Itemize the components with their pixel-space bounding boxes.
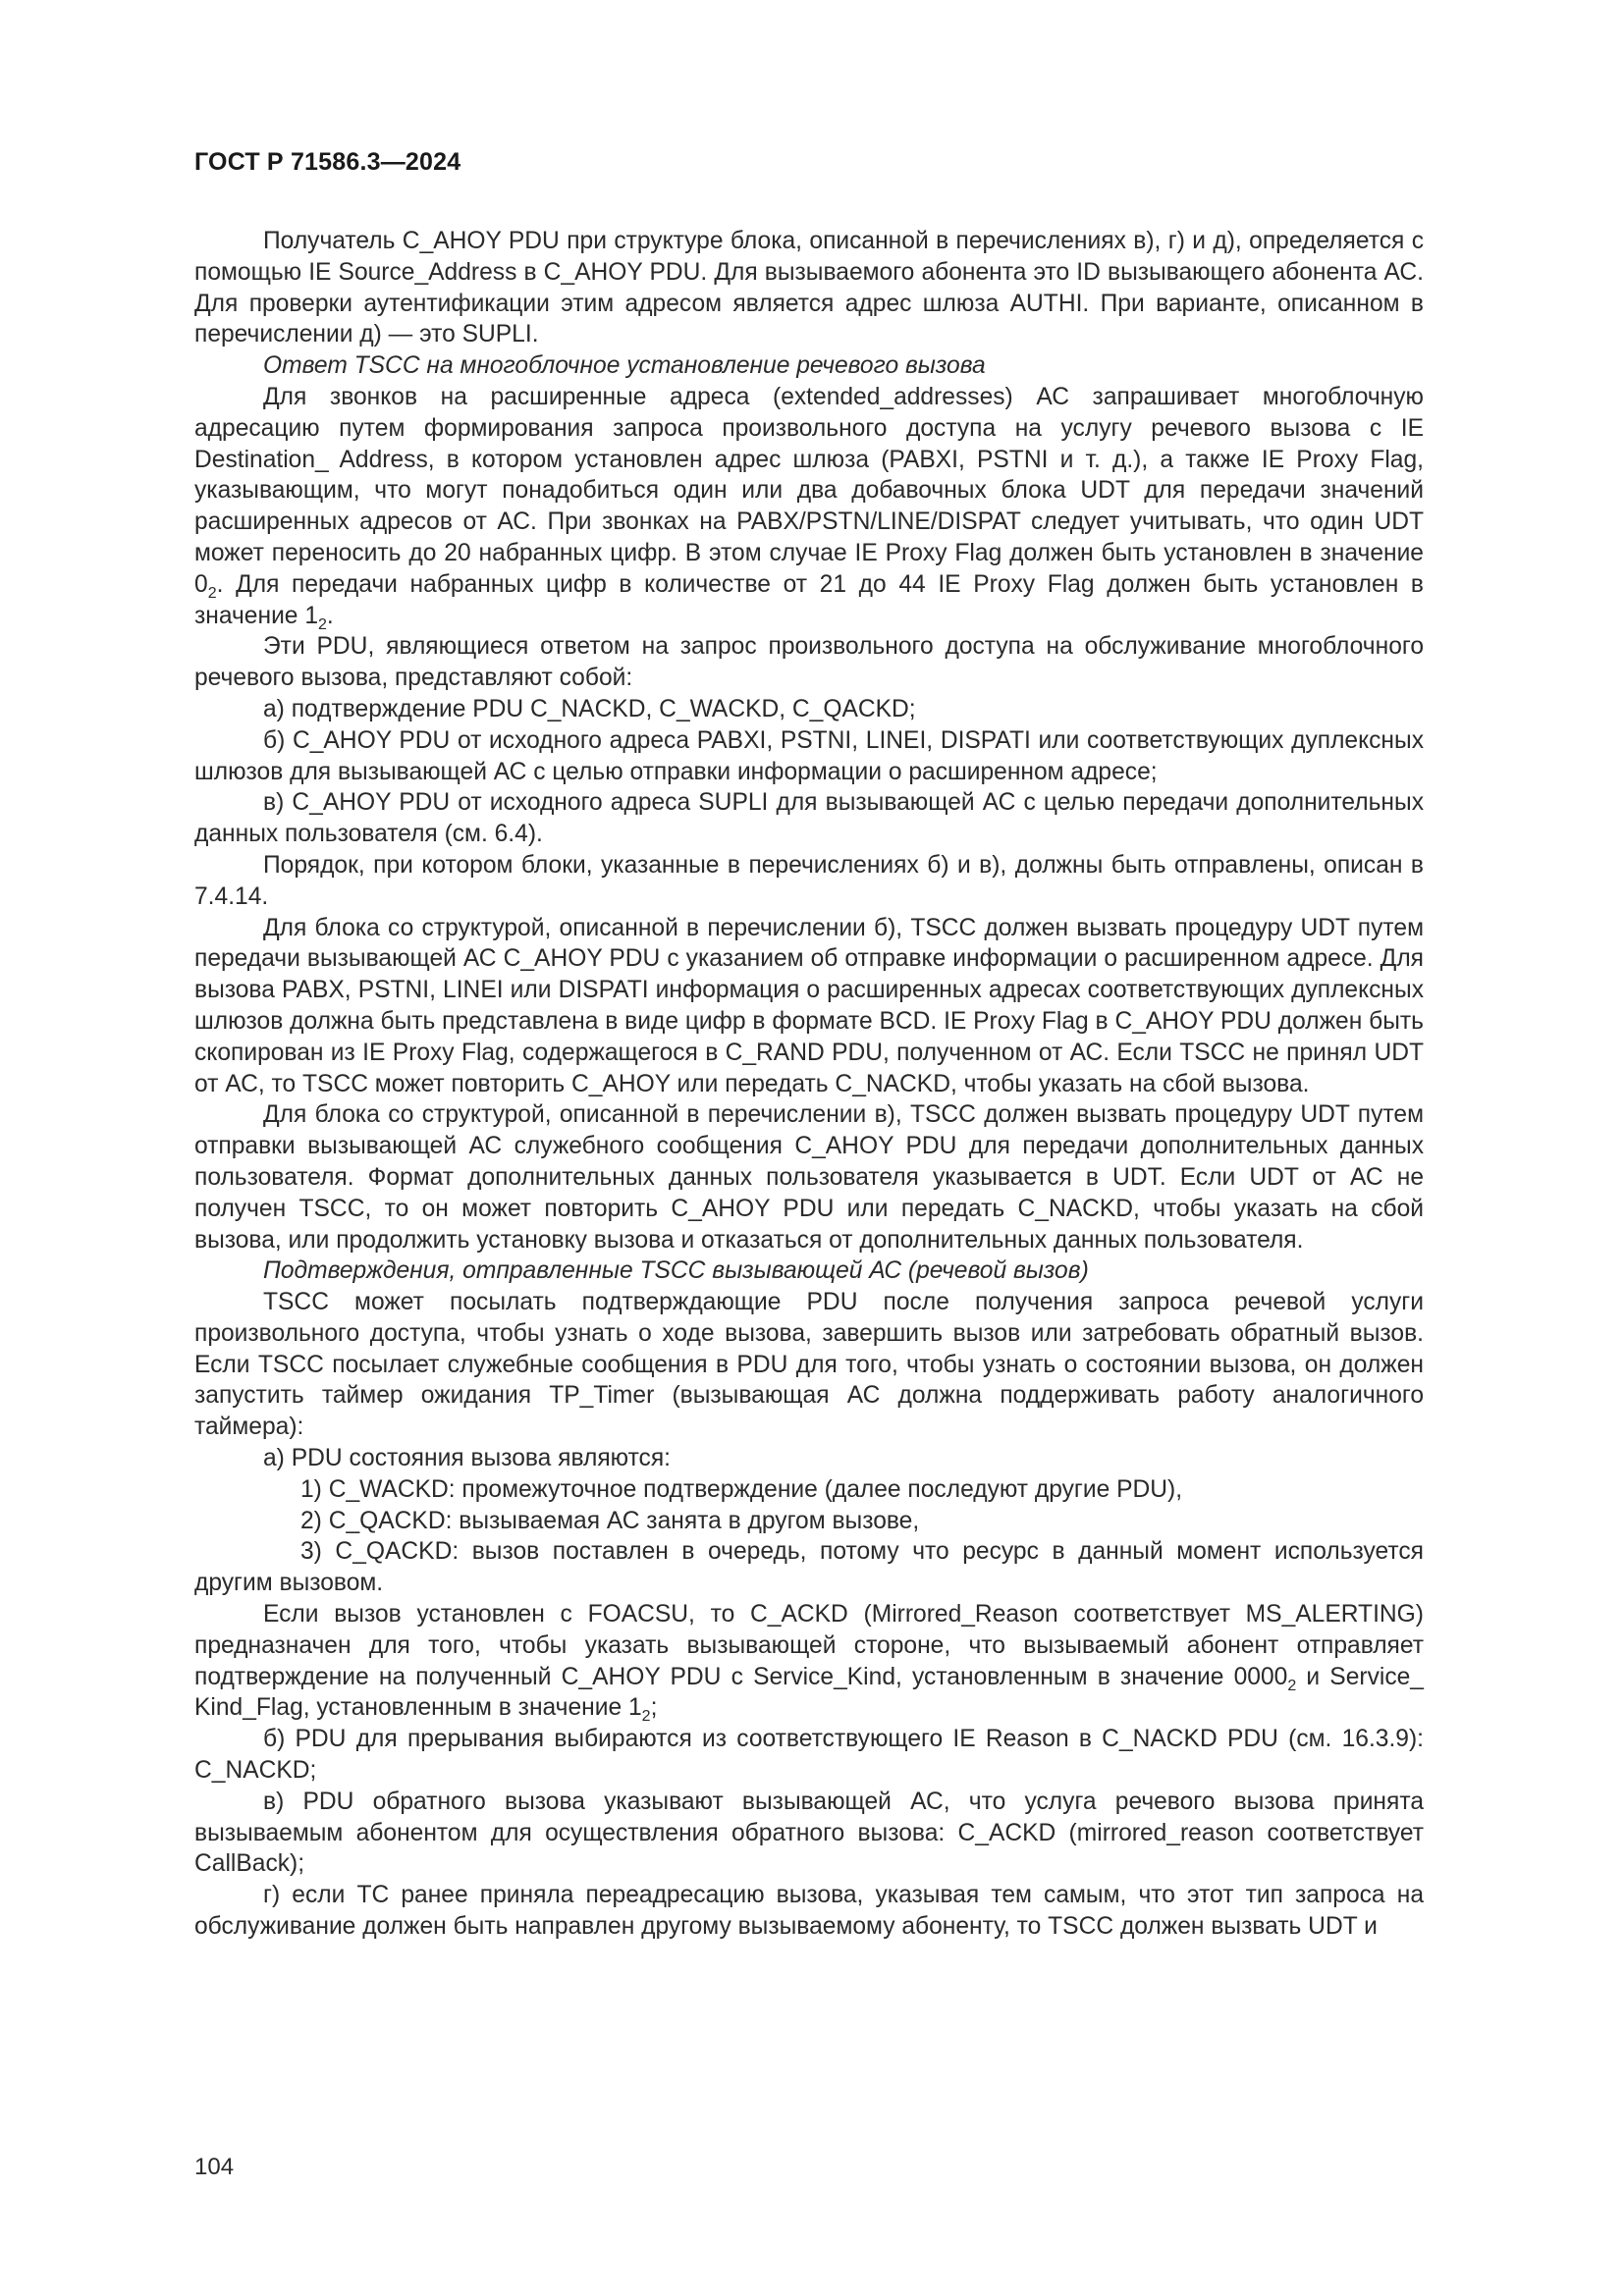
- paragraph: Порядок, при котором блоки, указанные в перечислениях б) и в), должны быть отправлены, описан в 7.4.14.: [194, 851, 1424, 910]
- paragraph: Для звонков на расширенные адреса (extended_addresses) АС запрашивает многоблочную адресацию путем формирования запроса произвольного доступа на услугу речевого вызова с IE Destination_ Address, в котором установлен адрес шлюза (PABXI, PSTNI и т. д.), а также IE Proxy Flag, указывающим, что могут понадобиться один или два добавочных блока UDT для передачи значений расширенных адресов от АС. При звонках на PABX/PSTN/LINE/DISPAT следует учитывать, что один UDT может переносить до 20 набранных цифр. В этом случае IE Proxy Flag должен быть установлен в значение $0_2$. Для передачи набранных цифр в количестве от 21 до 44 IE Proxy Flag должен быть установлен в значение $1_2$.: [194, 383, 1424, 633]
- list-item: в) C_AHOY PDU от исходного адреса SUPLI для вызывающей АС с целью передачи дополнительных данных пользователя (см. 6.4).: [194, 789, 1424, 848]
- paragraph: Для блока со структурой, описанной в перечислении б), TSCC должен вызвать процедуру UDT путем передачи вызывающей АС C_AHOY PDU с указанием об отправке информации о расширенном адресе. Для вызова PABX, PSTNI, LINEI или DISPATI информация о расширенных адресах соответствующих дуплексных шлюзов должна быть представлена в виде цифр в формате BCD. IE Proxy Flag в C_AHOY PDU должен быть скопирован из IE Proxy Flag, содержащегося в C_RAND PDU, полученном от АС. Если TSCC не принял UDT от АС, то TSCC может повторить C_AHOY или передать C_NACKD, чтобы указать на сбой вызова.: [194, 914, 1424, 1097]
- sub-list-item: 3) C_QACKD: вызов поставлен в очередь, потому что ресурс в данный момент используется другим вызовом.: [194, 1538, 1424, 1597]
- section-heading: Ответ TSCC на многоблочное установление речевого вызова: [263, 352, 986, 380]
- list-item: а) PDU состояния вызова являются:: [263, 1445, 672, 1472]
- list-item: б) C_AHOY PDU от исходного адреса PABXI, PSTNI, LINEI, DISPATI или соответствующих дуплексных шлюзов для вызывающей АС с целью отправки информации о расширенном адресе;: [194, 726, 1424, 785]
- page-number: 104: [194, 2154, 235, 2180]
- paragraph: Получатель C_AHOY PDU при структуре блока, описанной в перечислениях в), г) и д), определяется с помощью IE Source_Address в C_AHOY PDU. Для вызываемого абонента это ID вызывающего абонента АС. Для проверки аутентификации этим адресом является адрес шлюза AUTHI. При варианте, описанном в перечислении д) — это SUPLI.: [194, 228, 1424, 348]
- sub-list-item: 1) C_WACKD: промежуточное подтверждение (далее последуют другие PDU),: [300, 1475, 1183, 1503]
- sub-list-item: 2) C_QACKD: вызываемая АС занята в другом вызове,: [300, 1507, 920, 1534]
- paragraph: TSCC может посылать подтверждающие PDU после получения запроса речевой услуги произвольного доступа, чтобы узнать о ходе вызова, завершить вызов или затребовать обратный вызов. Если TSCC посылает служебные сообщения в PDU для того, чтобы узнать о состоянии вызова, он должен запустить таймер ожидания TP_Timer (вызывающая АС должна поддерживать работу аналогичного таймера):: [194, 1289, 1424, 1441]
- list-item: б) PDU для прерывания выбираются из соответствующего IE Reason в C_NACKD PDU (см. 16.3.9): C_NACKD;: [194, 1726, 1424, 1785]
- document-body: [194, 226, 1424, 1943]
- section-heading: Подтверждения, отправленные TSCC вызывающей АС (речевой вызов): [263, 1257, 1089, 1285]
- list-item: г) если ТС ранее приняла переадресацию вызова, указывая тем самым, что этот тип запроса на обслуживание должен быть направлен другому вызываемому абоненту, то TSCC должен вызвать UDT и: [194, 1882, 1424, 1941]
- list-item: а) подтверждение PDU C_NACKD, C_WACKD, C_QACKD;: [263, 695, 916, 722]
- paragraph: Если вызов установлен с FOACSU, то C_ACKD (Mirrored_Reason соответствует MS_ALERTING) предназначен для того, чтобы указать вызывающей стороне, что вызываемый абонент отправляет подтверждение на полученный C_AHOY PDU с Service_Kind, установленным в значение $0000_2$ и Service_ Kind_Flag, установленным в значение $1_2$;: [194, 1601, 1424, 1726]
- paragraph: Эти PDU, являющиеся ответом на запрос произвольного доступа на обслуживание многоблочного речевого вызова, представляют собой:: [194, 633, 1424, 692]
- list-item: в) PDU обратного вызова указывают вызывающей АС, что услуга речевого вызова принята вызываемым абонентом для осуществления обратного вызова: C_ACKD (mirrored_reason соответствует CallBack);: [194, 1788, 1424, 1878]
- paragraph: Для блока со структурой, описанной в перечислении в), TSCC должен вызвать процедуру UDT путем отправки вызывающей АС служебного сообщения C_AHOY PDU для передачи дополнительных данных пользователя. Формат дополнительных данных пользователя указывается в UDT. Если UDT от АС не получен TSCC, то он может повторить C_AHOY PDU или передать C_NACKD, чтобы указать на сбой вызова, или продолжить установку вызова и отказаться от дополнительных данных пользователя.: [194, 1101, 1424, 1254]
- document-header: ГОСТ Р 71586.3—2024: [194, 148, 461, 176]
